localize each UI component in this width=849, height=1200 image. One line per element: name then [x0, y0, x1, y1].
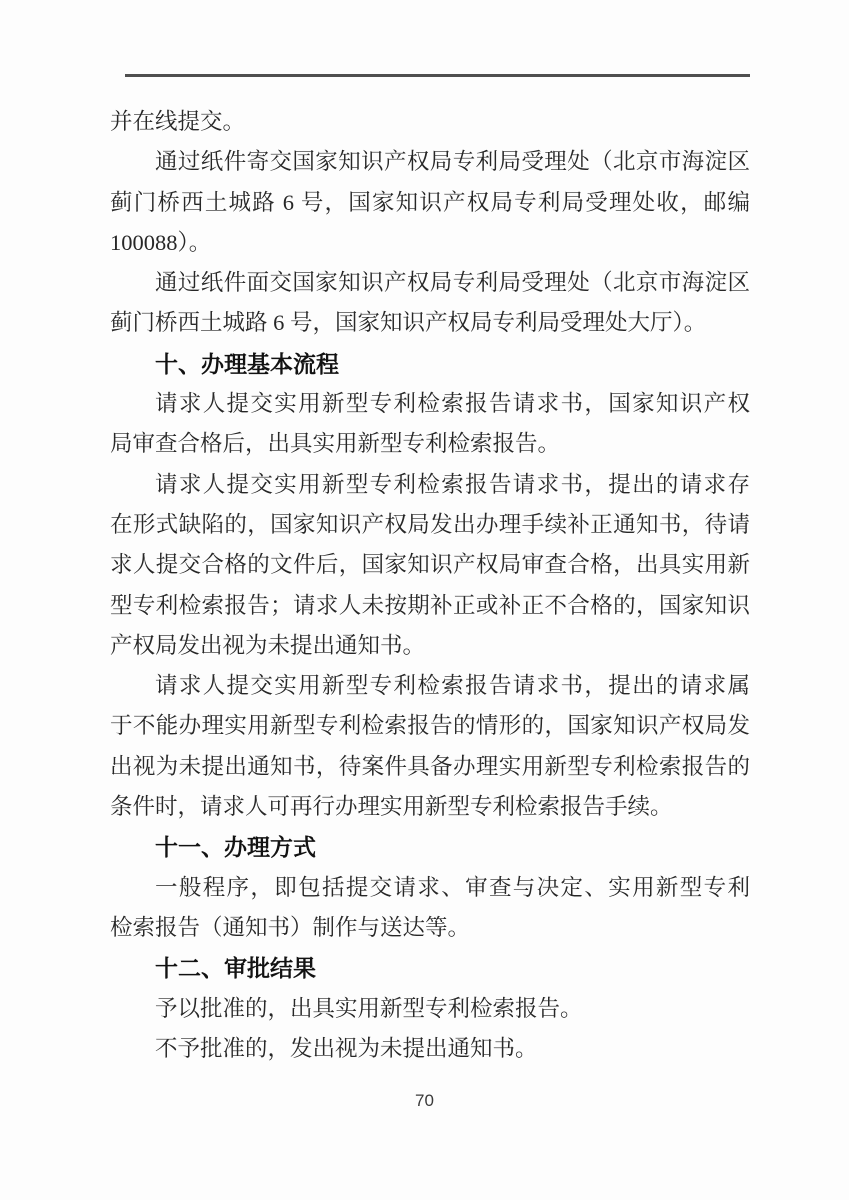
text-line: 蓟门桥西土城路 6 号，国家知识产权局专利局受理处收，邮编 — [110, 189, 750, 215]
text-line: 蓟门桥西土城路 6 号，国家知识产权局专利局受理处大厅）。 — [110, 310, 707, 336]
section-heading: 十一、办理方式 — [155, 834, 316, 861]
header-rule — [125, 74, 750, 77]
page-number: 70 — [415, 1091, 434, 1110]
text-line: 不予批准的，发出视为未提出通知书。 — [155, 1035, 538, 1061]
text-line: 型专利检索报告；请求人未按期补正或补正不合格的，国家知识 — [110, 592, 750, 618]
text-line: 请求人提交实用新型专利检索报告请求书，国家知识产权 — [155, 391, 750, 417]
text-line: 产权局发出视为未提出通知书。 — [110, 632, 426, 658]
text-line: 请求人提交实用新型专利检索报告请求书，提出的请求属 — [155, 673, 750, 699]
text-line: 出视为未提出通知书，待案件具备办理实用新型专利检索报告的 — [110, 753, 750, 779]
text-line: 检索报告（通知书）制作与送达等。 — [110, 914, 471, 940]
text-line: 在形式缺陷的，国家知识产权局发出办理手续补正通知书，待请 — [110, 511, 750, 537]
text-line: 100088）。 — [110, 229, 212, 255]
section-heading: 十二、审批结果 — [155, 955, 316, 982]
text-line: 予以批准的，出具实用新型专利检索报告。 — [155, 995, 583, 1021]
text-line: 一般程序，即包括提交请求、审查与决定、实用新型专利 — [155, 874, 750, 900]
text-line: 通过纸件寄交国家知识产权局专利局受理处（北京市海淀区 — [155, 149, 750, 175]
section-heading: 十、办理基本流程 — [155, 350, 339, 377]
text-line: 通过纸件面交国家知识产权局专利局受理处（北京市海淀区 — [155, 270, 750, 296]
text-line: 局审查合格后，出具实用新型专利检索报告。 — [110, 431, 561, 457]
text-line: 于不能办理实用新型专利检索报告的情形的，国家知识产权局发 — [110, 713, 750, 739]
text-line: 条件时，请求人可再行办理实用新型专利检索报告手续。 — [110, 794, 673, 820]
text-line: 并在线提交。 — [110, 109, 246, 134]
document-body — [110, 102, 750, 1069]
text-line: 求人提交合格的文件后，国家知识产权局审查合格，出具实用新 — [110, 552, 750, 578]
text-line: 请求人提交实用新型专利检索报告请求书，提出的请求存 — [155, 471, 750, 497]
